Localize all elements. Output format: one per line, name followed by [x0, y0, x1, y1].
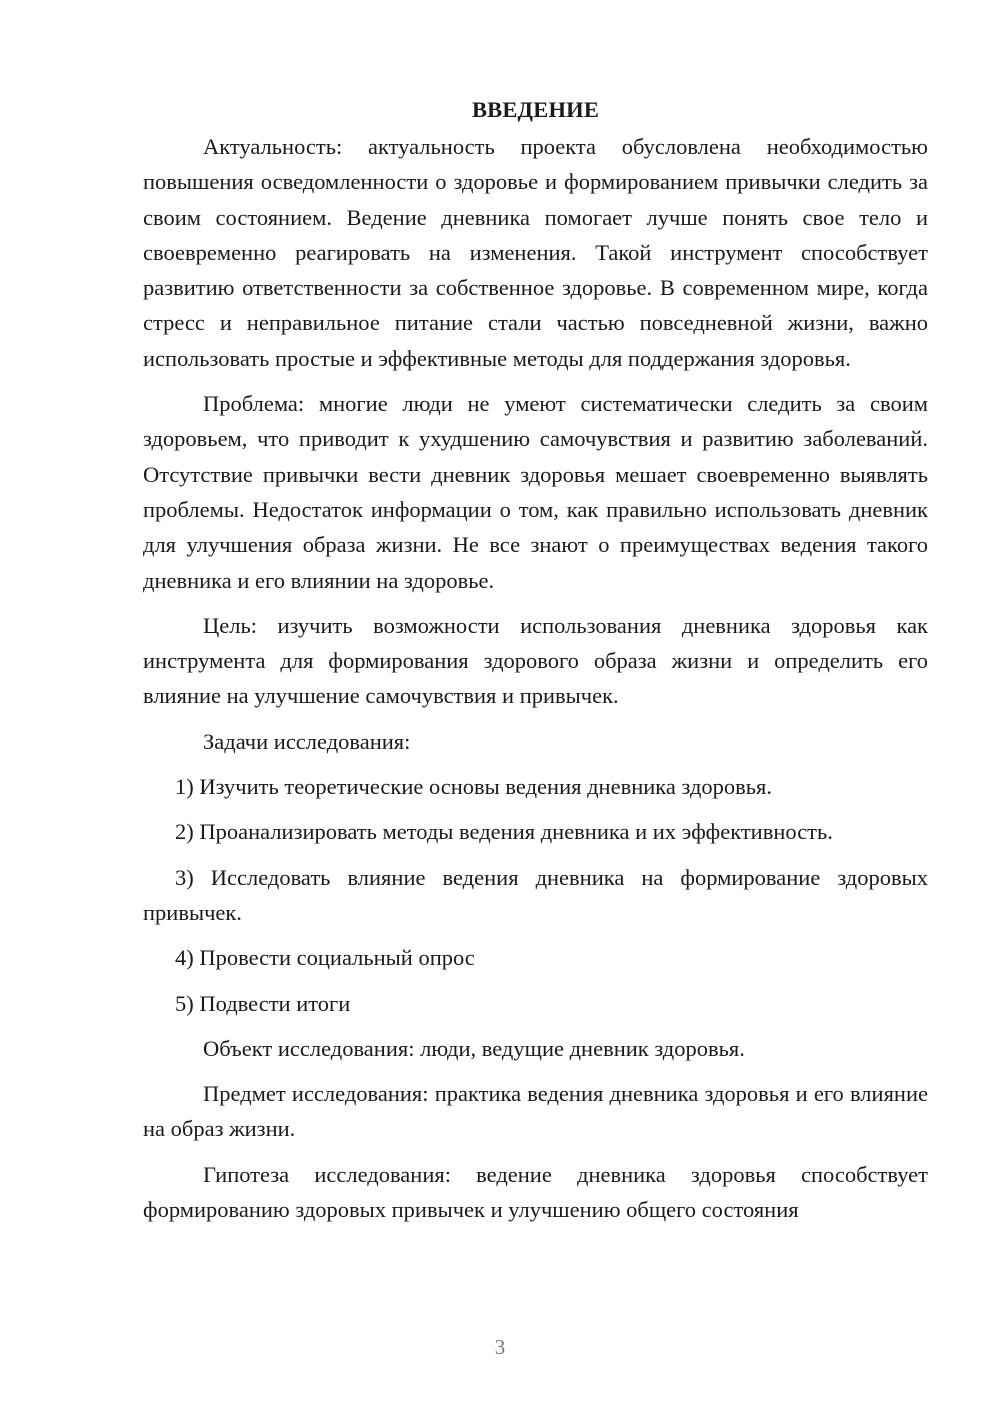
- task-item-5: 5) Подвести итоги: [175, 990, 351, 1016]
- tasks-list: [143, 769, 928, 1021]
- task-item-1: 1) Изучить теоретические основы ведения дневника здоровья.: [175, 774, 773, 800]
- task-item-4: 4) Провести социальный опрос: [175, 945, 475, 971]
- goal-paragraph: Цель: изучить возможности использования дневника здоровья как инструмента для формирования здорового образа жизни и определить его влияние на улучшение самочувствия и привычек.: [143, 612, 928, 709]
- relevance-paragraph: Актуальность: актуальность проекта обусловлена необходимостью повышения осведомленности о здоровье и формированием привычки следить за своим состоянием. Ведение дневника помогает лучше понять свое тело и своевременно реагировать на изменения. Такой инструмент способствует развитию ответственности за собственное здоровье. В современном мире, когда стресс и неправильное питание стали частью повседневной жизни, важно использовать простые и эффективные методы для поддержания здоровья.: [143, 134, 928, 371]
- document-page: [143, 92, 928, 1227]
- section-heading: ВВЕДЕНИЕ: [471, 97, 600, 122]
- tasks-title: Задачи исследования:: [203, 728, 411, 754]
- subject-paragraph: Предмет исследования: практика ведения дневника здоровья и его влияние на образ жизни.: [143, 1081, 928, 1142]
- task-item-2: 2) Проанализировать методы ведения дневника и их эффективность.: [175, 819, 833, 845]
- object-paragraph: Объект исследования: люди, ведущие дневник здоровья.: [203, 1035, 745, 1061]
- task-item-3: 3) Исследовать влияние ведения дневника на формирование здоровых привычек.: [143, 864, 928, 925]
- hypothesis-paragraph: Гипотеза исследования: ведение дневника здоровья способствует формированию здоровых привычек и улучшению общего состояния: [143, 1161, 928, 1223]
- problem-paragraph: Проблема: многие люди не умеют систематически следить за своим здоровьем, что приводит к ухудшению самочувствия и развитию заболеваний. Отсутствие привычки вести дневник здоровья мешает своевременно выявлять проблемы. Недостаток информации о том, как правильно использовать дневник для улучшения образа жизни. Не все знают о преимуществах ведения такого дневника и его влиянии на здоровье.: [143, 391, 928, 593]
- page-number: 3: [494, 1335, 506, 1359]
